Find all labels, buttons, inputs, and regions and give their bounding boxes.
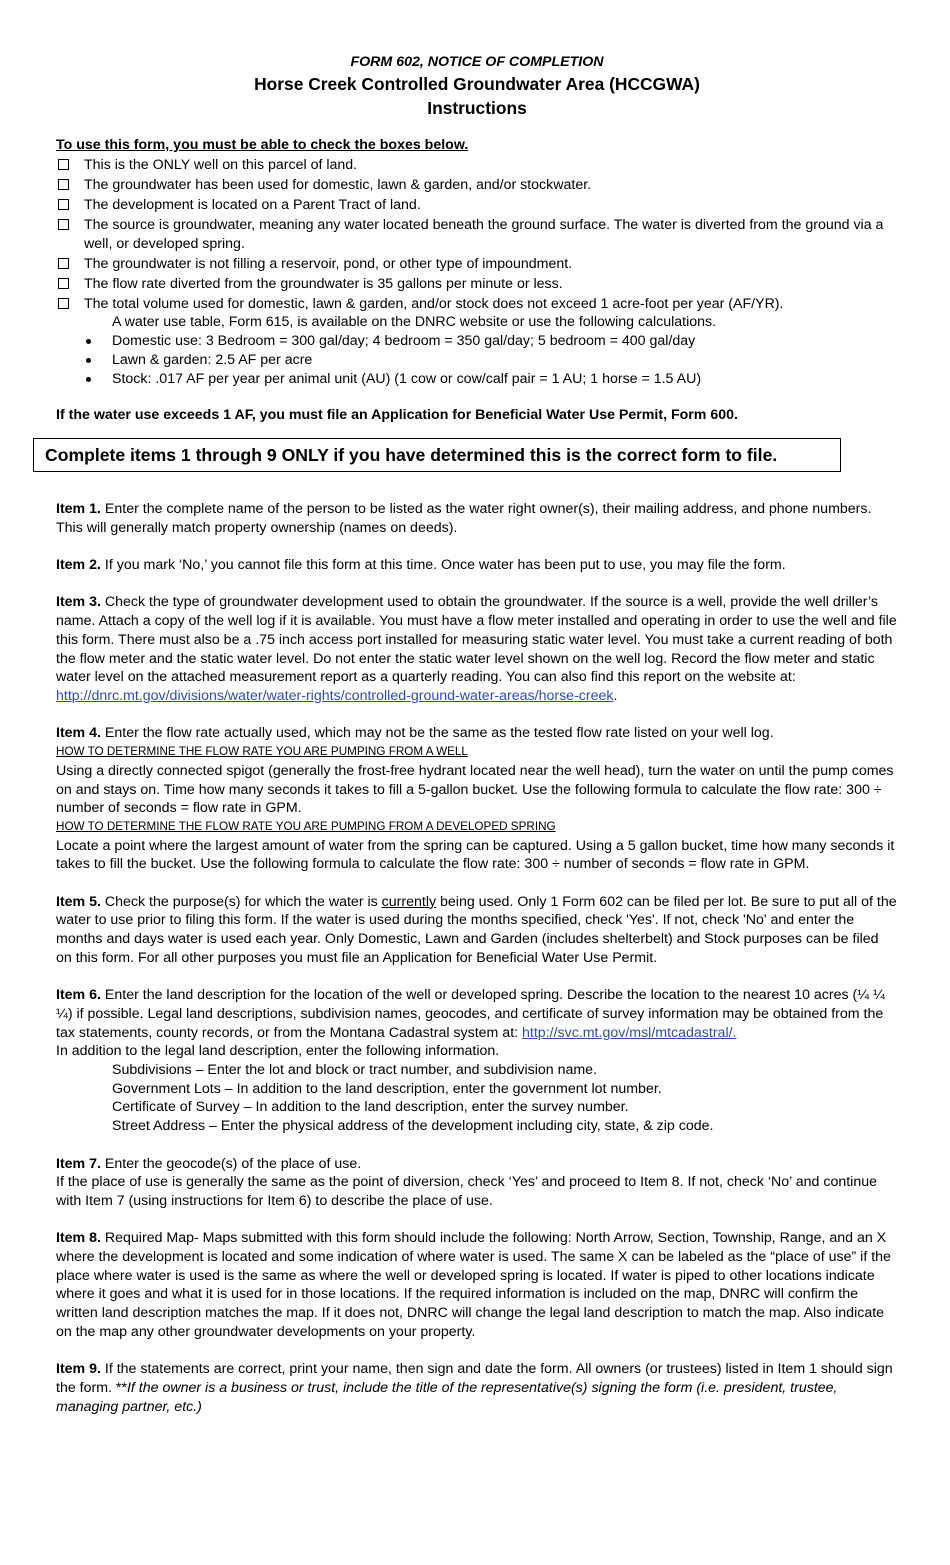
detail-line: Street Address – Enter the physical address of the development including city, state, & zip code.: [112, 1118, 714, 1135]
calculation-intro: A water use table, Form 615, is available on the DNRC website or use the following calculations.: [112, 314, 717, 331]
item-label: Item 4.: [56, 725, 101, 742]
checklist-item: The source is groundwater, meaning any water located beneath the ground surface. The water is diverted from the ground via a well, or developed spring.: [56, 216, 898, 253]
item-label: Item 8.: [56, 1230, 101, 1247]
emphasis-currently: currently: [381, 893, 437, 910]
bullet-icon: [86, 377, 91, 382]
item-5: Item 5. Check the purpose(s) for which the water is currently being used. Only 1 Form 602 can be filed per lot. Be sure to put all of the water to use prior to filing this form. If the water is used during the months specified, check 'Yes'. If not, check 'No' and enter the months and days water is used each year. Only Domestic, Lawn and Garden (includes shelterbelt) and Stock purposes can be filed on this form. For all other purposes you must file an Application for Beneficial Water Use Permit.: [56, 893, 897, 966]
callout-box: Complete items 1 through 9 ONLY if you have determined this is the correct form to file.: [33, 438, 841, 472]
item-2: Item 2. If you mark ‘No,’ you cannot file this form at this time. Once water has been put to use, you may file the form.: [56, 557, 786, 574]
item-label: Item 3.: [56, 594, 101, 611]
permit-warning: If the water use exceeds 1 AF, you must file an Application for Beneficial Water Use Permit, Form 600.: [56, 407, 738, 424]
item-label: Item 2.: [56, 557, 101, 574]
item-1: Item 1. Enter the complete name of the person to be listed as the water right owner(s), their mailing address, and phone numbers. This will generally match property ownership (names on deeds).: [56, 501, 872, 536]
additional-info-intro: In addition to the legal land description, enter the following information.: [56, 1043, 500, 1060]
item-label: Item 6.: [56, 987, 101, 1004]
item-9: Item 9. If the statements are correct, print your name, then sign and date the form. All owners (or trustees) listed in Item 1 should sign the form. **If the owner is a business or trust, include the title of the representative(s) signing the form (i.e. president, trustee, managing partner, etc.): [56, 1361, 893, 1415]
checklist-item: The groundwater is not filling a reservoir, pond, or other type of impoundment.: [56, 255, 898, 274]
business-trust-note: If the owner is a business or trust, include the title of the representative(s) signing the form (i.e. president, trustee, managing partner, etc.): [56, 1379, 838, 1415]
requirements-checklist: [56, 156, 898, 313]
bullet-icon: [86, 358, 91, 363]
checkbox-icon: [58, 159, 69, 170]
item-3: Item 3. Check the type of groundwater development used to obtain the groundwater. If the source is a well, provide the well driller’s name. Attach a copy of the well log if it is available. You must have a flow meter installed and operating in order to use the well and file this form. There must also be a .75 inch access port installed for measuring static water level. You must take a current reading of both the flow meter and the static water level. Do not enter the static water level shown on the well log. Record the flow meter and static water level on the attached measurement report as a quarterly reading. You can also find this report on the website at: http://dnrc.mt.gov/divisions/water/water-rights/controlled-ground-water-areas/horse-creek.: [56, 594, 897, 704]
checklist-item: The groundwater has been used for domestic, lawn & garden, and/or stockwater.: [56, 176, 898, 195]
well-flow-text: Using a directly connected spigot (generally the frost-free hydrant located near the well head), turn the water on until the pump comes on and stays on. Time how many seconds it takes to fill a 5-gallon bucket. Use the following formula to calculate the flow rate: 300 ÷ number of seconds = flow rate in GPM.: [56, 762, 894, 817]
item-label: Item 9.: [56, 1361, 101, 1378]
checkbox-icon: [58, 258, 69, 269]
calculation-bullet: Stock: .017 AF per year per animal unit (AU) (1 cow or cow/calf pair = 1 AU; 1 horse = 1.5 AU): [56, 370, 898, 389]
item-6: Item 6. Enter the land description for the location of the well or developed spring. Describe the location to the nearest 10 acres (¼ ¼ ¼) if possible. Legal land descriptions, subdivision names, geocodes, and certificate of survey information may be obtained from the tax statements, county records, or from the Montana Cadastral system at: http://svc.mt.gov/msl/mtcadastral/. In addition to the legal land description, enter the following information. Subdivisions – Enter the lot and block or tract number, and subdivision name. Government Lots – In addition to the land description, enter the government lot number. Certificate of Survey – In addition to the land description, enter the survey number. Street Address – Enter the physical address of the development including city, state, & zip code.: [56, 986, 898, 1136]
item-7: Item 7. Enter the geocode(s) of the place of use. If the place of use is generally the same as the point of diversion, check ‘Yes’ and proceed to Item 8. If not, check ‘No’ and continue with Item 7 (using instructions for Item 6) to describe the place of use.: [56, 1155, 877, 1209]
item-label: Item 7.: [56, 1155, 101, 1172]
instructions-header-block: [56, 52, 898, 425]
spring-flow-heading: HOW TO DETERMINE THE FLOW RATE YOU ARE PUMPING FROM A DEVELOPED SPRING: [56, 819, 556, 833]
checklist-item: This is the ONLY well on this parcel of land.: [56, 156, 898, 175]
checkbox-icon: [58, 219, 69, 230]
item-8: Item 8. Required Map- Maps submitted with this form should include the following: North Arrow, Section, Township, Range, and an X where the development is located and some indication of where water is used. The same X can be labeled as the “place of use” if the place where water is used is the same as where the well or developed spring is located. If water is piped to other locations indicate where it goes and what it is used for in those locations. If the required information is included on the map, DNRC will confirm the written land description matches the map. If it does not, DNRC will change the legal land description to match the map. Also indicate on the map any other groundwater developments on your property.: [56, 1230, 891, 1340]
checklist-item: The flow rate diverted from the groundwater is 35 gallons per minute or less.: [56, 275, 898, 294]
detail-line: Subdivisions – Enter the lot and block or tract number, and subdivision name.: [112, 1062, 598, 1079]
item-label: Item 5.: [56, 893, 101, 910]
checklist-item: The total volume used for domestic, lawn & garden, and/or stock does not exceed 1 acre-foot per year (AF/YR).: [56, 295, 898, 314]
calculation-bullet: Domestic use: 3 Bedroom = 300 gal/day; 4 bedroom = 350 gal/day; 5 bedroom = 400 gal/day: [56, 332, 898, 351]
requirements-heading: To use this form, you must be able to check the boxes below.: [56, 137, 469, 153]
detail-line: Government Lots – In addition to the land description, enter the government lot number.: [112, 1080, 662, 1097]
checkbox-icon: [58, 199, 69, 210]
well-flow-heading: HOW TO DETERMINE THE FLOW RATE YOU ARE PUMPING FROM A WELL: [56, 745, 468, 759]
spring-flow-text: Locate a point where the largest amount of water from the spring can be captured. Using a 5 gallon bucket, time how many seconds it takes to fill the bucket. Use the following formula to calculate the flow rate: 300 ÷ number of seconds = flow rate in GPM.: [56, 837, 895, 873]
checkbox-icon: [58, 179, 69, 190]
checkbox-icon: [58, 278, 69, 289]
cadastral-link[interactable]: http://svc.mt.gov/msl/mtcadastral/.: [522, 1024, 737, 1041]
checklist-item: The development is located on a Parent Tract of land.: [56, 196, 898, 215]
item-instructions: [56, 500, 898, 1435]
item-4: Item 4. Enter the flow rate actually used, which may not be the same as the tested flow rate listed on your well log. HOW TO DETERMINE THE FLOW RATE YOU ARE PUMPING FROM A WELL Using a directly connected spigot (generally the frost-free hydrant located near the well head), turn the water on until the pump comes on and stays on. Time how many seconds it takes to fill a 5-gallon bucket. Use the following formula to calculate the flow rate: 300 ÷ number of seconds = flow rate in GPM. HOW TO DETERMINE THE FLOW RATE YOU ARE PUMPING FROM A DEVELOPED SPRING Locate a point where the largest amount of water from the spring can be captured. Using a 5 gallon bucket, time how many seconds it takes to fill the bucket. Use the following formula to calculate the flow rate: 300 ÷ number of seconds = flow rate in GPM.: [56, 724, 898, 874]
item-label: Item 1.: [56, 501, 101, 517]
calculation-bullet: Lawn & garden: 2.5 AF per acre: [56, 351, 898, 370]
detail-line: Certificate of Survey – In addition to the land description, enter the survey number.: [112, 1099, 629, 1116]
page-subtitle: Instructions: [427, 98, 527, 118]
horse-creek-link[interactable]: http://dnrc.mt.gov/divisions/water/water-rights/controlled-ground-water-areas/horse-creek: [56, 688, 614, 704]
form-number: FORM 602, NOTICE OF COMPLETION: [350, 54, 604, 70]
checkbox-icon: [58, 298, 69, 309]
page-title: Horse Creek Controlled Groundwater Area (HCCGWA): [254, 74, 700, 94]
